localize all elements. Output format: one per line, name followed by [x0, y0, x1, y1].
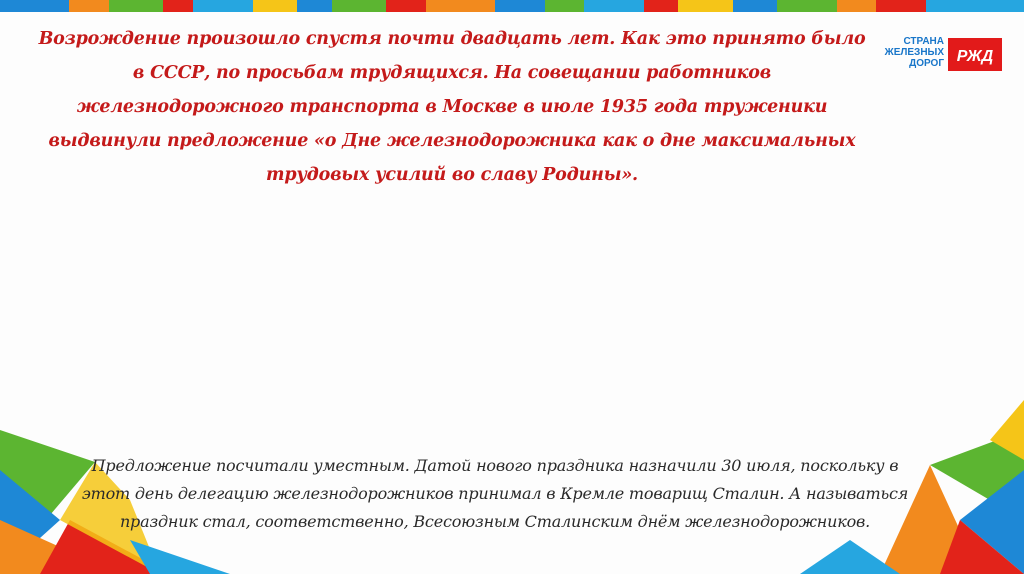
logo-line-2: ЖЕЛЕЗНЫХ — [884, 47, 944, 58]
railway-logo — [878, 36, 1004, 76]
heading-paragraph: Возрождение произошло спустя почти двадцать лет. Как это принято было в СССР, по просьбам трудящихся. На совещании работников железнодорожного транспорта в Москве в июле 1935 года труженики выдвинули предложение «о Дне железнодорожника как о дне максимальных трудовых усилий во славу Родины». — [38, 29, 866, 185]
rzd-logo-icon — [948, 38, 1002, 71]
logo-line-3: ДОРОГ — [909, 58, 944, 69]
logo-line-1: СТРАНА — [903, 36, 944, 47]
svg-text:РЖД: РЖД — [956, 48, 994, 65]
body-paragraph: Предложение посчитали уместным. Датой нового праздника назначили 30 июля, поскольку в этот день делегацию железнодорожников принимал в Кремле товарищ Сталин. А называться праздник стал, соответственно, Всесоюзным Сталинским днём железнодорожников. — [81, 456, 909, 531]
logo-caption — [878, 36, 944, 69]
